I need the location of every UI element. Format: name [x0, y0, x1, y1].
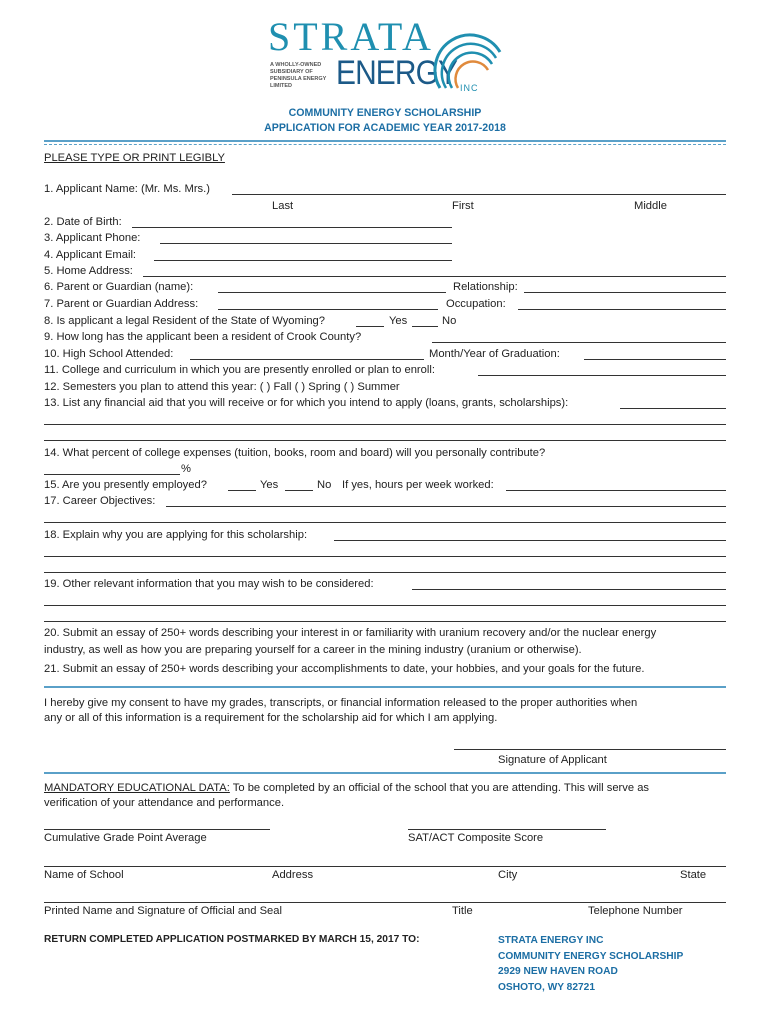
q18-reason-field-2[interactable]	[44, 556, 726, 557]
q7-label: 7. Parent or Guardian Address:	[44, 298, 199, 310]
q10-label: 10. High School Attended:	[44, 348, 174, 360]
logo-arcs-icon	[432, 18, 502, 90]
q7-guardian-address-field[interactable]	[218, 309, 438, 310]
official-phone-caption: Telephone Number	[588, 905, 683, 917]
logo-subsidiary-text: A WHOLLY-OWNED SUBSIDIARY OF PENINSULA ENERGY LIMITED	[270, 62, 327, 89]
return-address-line: OSHOTO, WY 82721	[498, 981, 596, 993]
q4-email-field[interactable]	[154, 260, 452, 261]
q5-label: 5. Home Address:	[44, 265, 133, 277]
logo-inc: INC	[460, 83, 479, 93]
q15-label: 15. Are you presently employed?	[44, 479, 207, 491]
q13-label: 13. List any financial aid that you will receive or for which you intend to apply (loans, grants, scholarships):	[44, 397, 569, 409]
q15-yes-label: Yes	[260, 479, 279, 491]
q18-reason-field[interactable]	[334, 540, 726, 541]
q3-phone-field[interactable]	[160, 243, 452, 244]
q3-label: 3. Applicant Phone:	[44, 232, 141, 244]
mandatory-heading: MANDATORY EDUCATIONAL DATA:	[44, 782, 230, 794]
q9-label: 9. How long has the applicant been a resident of Crook County?	[44, 331, 362, 343]
return-address-line: 2929 NEW HAVEN ROAD	[498, 966, 618, 977]
q19-other-field[interactable]	[412, 589, 726, 590]
header-divider-dotted	[44, 144, 726, 145]
q6-relationship-field[interactable]	[524, 292, 726, 293]
return-instructions: RETURN COMPLETED APPLICATION POSTMARKED BY MARCH 15, 2017 TO:	[44, 934, 420, 945]
form-title: COMMUNITY ENERGY SCHOLARSHIP	[288, 107, 482, 119]
header-divider	[44, 140, 726, 142]
q19-other-field-3[interactable]	[44, 621, 726, 622]
q21-label: 21. Submit an essay of 250+ words describing your accomplishments to date, your hobbies, and your goals for the future.	[44, 663, 645, 675]
q11-college-field[interactable]	[478, 375, 726, 376]
signature-caption: Signature of Applicant	[498, 754, 607, 766]
q10-grad-label: Month/Year of Graduation:	[429, 348, 560, 360]
form-subtitle: APPLICATION FOR ACADEMIC YEAR 2017-2018	[264, 122, 506, 134]
q7-occupation-label: Occupation:	[446, 298, 506, 310]
gpa-field[interactable]	[44, 829, 270, 830]
q8-yes-label: Yes	[389, 315, 408, 327]
q1-first-caption: First	[452, 200, 474, 212]
q8-yes-field[interactable]	[356, 326, 384, 327]
q15-no-label: No	[317, 479, 332, 491]
school-name-caption: Name of School	[44, 869, 124, 881]
q13-aid-field[interactable]	[620, 408, 726, 409]
q19-label: 19. Other relevant information that you may wish to be considered:	[44, 578, 374, 590]
instructions: PLEASE TYPE OR PRINT LEGIBLY	[44, 152, 225, 164]
q14-label: 14. What percent of college expenses (tuition, books, room and board) will you personally contribute?	[44, 447, 546, 459]
q10-school-field[interactable]	[190, 359, 424, 360]
q8-label: 8. Is applicant a legal Resident of the State of Wyoming?	[44, 315, 325, 327]
q17-career-field[interactable]	[166, 506, 726, 507]
company-logo	[262, 16, 502, 98]
q6-label: 6. Parent or Guardian (name):	[44, 281, 194, 293]
q18-reason-field-3[interactable]	[44, 572, 726, 573]
q2-dob-field[interactable]	[132, 227, 452, 228]
q10-grad-field[interactable]	[584, 359, 726, 360]
q13-aid-field-3[interactable]	[44, 440, 726, 441]
q6-relationship-label: Relationship:	[453, 281, 518, 293]
q1-label: 1. Applicant Name: (Mr. Ms. Mrs.)	[44, 183, 210, 195]
q13-aid-field-2[interactable]	[44, 424, 726, 425]
signature-field[interactable]	[454, 749, 726, 750]
return-address-line: COMMUNITY ENERGY SCHOLARSHIP	[498, 950, 684, 962]
q7-occupation-field[interactable]	[518, 309, 726, 310]
q8-no-label: No	[442, 315, 457, 327]
q5-address-field[interactable]	[143, 276, 726, 277]
consent-line-1: I hereby give my consent to have my grades, transcripts, or financial information released to the proper authorities when	[44, 697, 638, 709]
sat-caption: SAT/ACT Composite Score	[408, 832, 544, 844]
q1-last-caption: Last	[272, 200, 294, 212]
school-info-field[interactable]	[44, 866, 726, 867]
mandatory-line-1	[44, 781, 649, 795]
q19-other-field-2[interactable]	[44, 605, 726, 606]
q9-residency-field[interactable]	[432, 342, 726, 343]
q15-hours-label: If yes, hours per week worked:	[342, 479, 494, 491]
q1-name-field[interactable]	[232, 194, 726, 195]
mandatory-line-2: verification of your attendance and performance.	[44, 797, 285, 809]
q17-label: 17. Career Objectives:	[44, 495, 156, 507]
school-address-caption: Address	[272, 869, 314, 881]
gpa-caption: Cumulative Grade Point Average	[44, 832, 207, 844]
q4-label: 4. Applicant Email:	[44, 249, 137, 261]
q20-line-2: industry, as well as how you are preparing yourself for a career in the mining industry (uranium or otherwise).	[44, 644, 582, 656]
q15-yes-field[interactable]	[228, 490, 256, 491]
mandatory-text-1: To be completed by an official of the school that you are attending. This will serve as	[229, 782, 650, 794]
q1-middle-caption: Middle	[634, 200, 667, 212]
official-info-field[interactable]	[44, 902, 726, 903]
school-state-caption: State	[680, 869, 707, 881]
q15-hours-field[interactable]	[506, 490, 726, 491]
q14-percent-sign: %	[181, 463, 191, 475]
mandatory-divider	[44, 772, 726, 774]
logo-wordmark-energy: ENERGY	[336, 54, 458, 92]
q11-label: 11. College and curriculum in which you are presently enrolled or plan to enroll:	[44, 364, 435, 376]
q18-label: 18. Explain why you are applying for this scholarship:	[44, 529, 308, 541]
q17-career-field-2[interactable]	[44, 522, 726, 523]
official-caption: Printed Name and Signature of Official and Seal	[44, 905, 282, 917]
consent-line-2: any or all of this information is a requirement for the scholarship aid for which I am applying.	[44, 712, 498, 724]
q2-label: 2. Date of Birth:	[44, 216, 122, 228]
q15-no-field[interactable]	[285, 490, 313, 491]
q6-guardian-field[interactable]	[218, 292, 446, 293]
official-title-caption: Title	[452, 905, 473, 917]
q12-label: 12. Semesters you plan to attend this year: ( ) Fall ( ) Spring ( ) Summer	[44, 381, 400, 393]
return-address	[498, 933, 683, 995]
logo-wordmark-strata: STRATA	[268, 14, 434, 59]
q20-line-1: 20. Submit an essay of 250+ words describing your interest in or familiarity with uranium recovery and/or the nuclear energy	[44, 627, 657, 639]
q8-no-field[interactable]	[412, 326, 438, 327]
return-address-line: STRATA ENERGY INC	[498, 935, 604, 946]
school-city-caption: City	[498, 869, 518, 881]
sat-field[interactable]	[408, 829, 606, 830]
q14-percent-field[interactable]	[44, 474, 180, 475]
consent-divider	[44, 686, 726, 688]
